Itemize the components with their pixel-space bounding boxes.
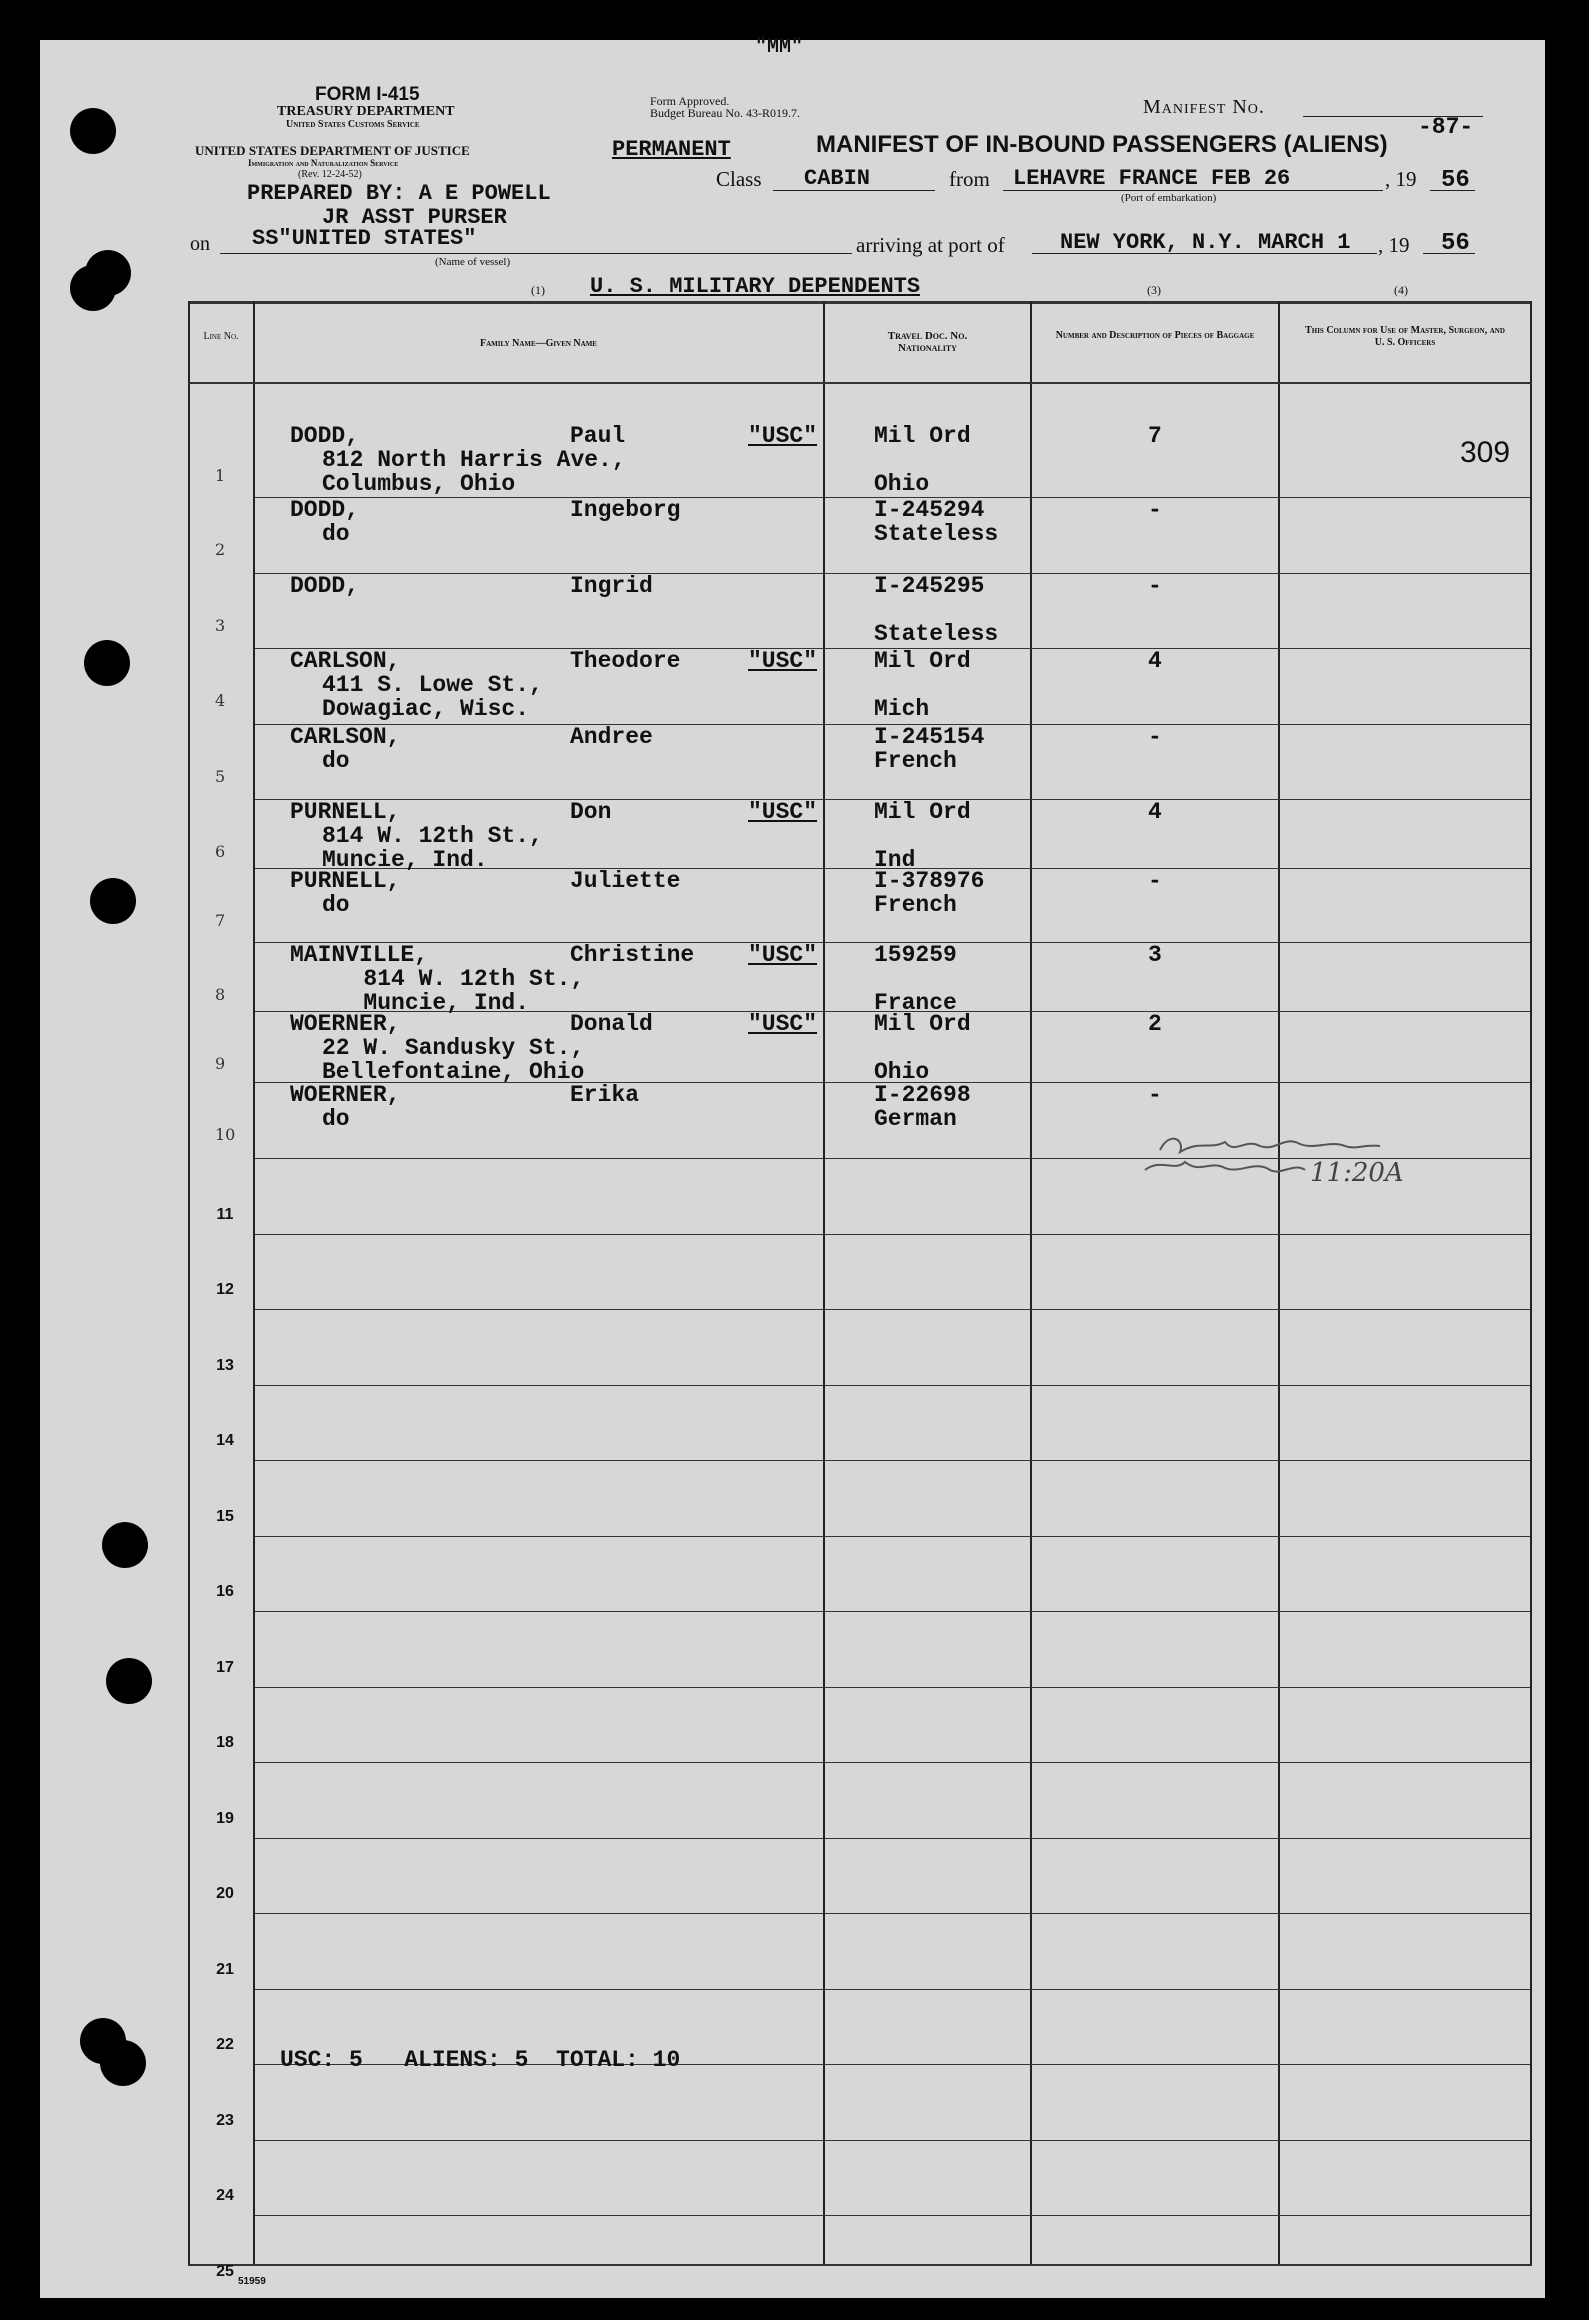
address-line: 812 North Harris Ave., bbox=[322, 447, 626, 473]
from-label: from bbox=[949, 167, 990, 191]
address-line: Bellefontaine, Ohio bbox=[322, 1059, 585, 1085]
address-line: do bbox=[322, 748, 350, 774]
line-number: 12 bbox=[216, 1281, 234, 1298]
travel-doc: Mil Ord bbox=[874, 648, 971, 674]
baggage-count: - bbox=[1148, 1082, 1162, 1108]
line-number: 21 bbox=[216, 1961, 234, 1978]
class-label: Class bbox=[716, 167, 762, 191]
travel-doc: Mich bbox=[874, 696, 930, 722]
budget-bureau: Budget Bureau No. 43-R019.7. bbox=[650, 106, 800, 120]
col-4-marker: (4) bbox=[1394, 283, 1408, 297]
address-line: do bbox=[322, 1106, 350, 1132]
baggage-count: 4 bbox=[1148, 799, 1162, 825]
line-number: 24 bbox=[216, 2187, 234, 2204]
header-line-no: Line No. bbox=[203, 331, 239, 342]
travel-doc: Stateless bbox=[874, 621, 999, 647]
form-number: FORM I-415 bbox=[315, 84, 420, 105]
baggage-count: 2 bbox=[1148, 1011, 1162, 1037]
prepared-by-2: JR ASST PURSER bbox=[322, 205, 507, 230]
travel-doc: 159259 bbox=[874, 942, 957, 968]
line-number: 13 bbox=[216, 1357, 234, 1374]
given-name: Don bbox=[570, 799, 612, 825]
line-number: 1 bbox=[215, 466, 226, 485]
line-number: 16 bbox=[216, 1583, 234, 1600]
line-number: 2 bbox=[215, 540, 226, 559]
punch-hole bbox=[100, 2040, 146, 2086]
usc-mark: "USC" bbox=[748, 1011, 818, 1037]
line-number: 9 bbox=[215, 1054, 226, 1073]
manifest-no: -87- bbox=[1418, 114, 1474, 140]
travel-doc: I-245295 bbox=[874, 573, 985, 599]
family-name: WOERNER, bbox=[290, 1011, 401, 1037]
family-name: MAINVILLE, bbox=[290, 942, 429, 968]
address-line: do bbox=[322, 521, 350, 547]
baggage-count: 3 bbox=[1148, 942, 1162, 968]
line-number: 23 bbox=[216, 2112, 234, 2129]
given-name: Erika bbox=[570, 1082, 640, 1108]
prepared-by-1: PREPARED BY: A E POWELL bbox=[247, 181, 551, 206]
address-line: 814 W. 12th St., bbox=[322, 966, 585, 992]
manifest-no-label: Manifest No. bbox=[1143, 96, 1265, 118]
baggage-count: - bbox=[1148, 497, 1162, 523]
given-name: Donald bbox=[570, 1011, 653, 1037]
family-name: DODD, bbox=[290, 423, 360, 449]
travel-doc: Ohio bbox=[874, 1059, 930, 1085]
baggage-count: 4 bbox=[1148, 648, 1162, 674]
line-number: 22 bbox=[216, 2036, 234, 2053]
col-1-marker: (1) bbox=[531, 283, 545, 297]
given-name: Juliette bbox=[570, 868, 681, 894]
family-name: PURNELL, bbox=[290, 868, 401, 894]
line-number: 18 bbox=[216, 1734, 234, 1751]
line-number: 3 bbox=[215, 616, 226, 635]
year-prefix-1: , 19 bbox=[1385, 167, 1417, 191]
travel-doc: I-378976 bbox=[874, 868, 985, 894]
travel-doc: Mil Ord bbox=[874, 423, 971, 449]
punch-hole bbox=[70, 108, 116, 154]
footer-code: 51959 bbox=[238, 2276, 266, 2287]
line-number: 11 bbox=[216, 1206, 234, 1223]
totals-line: USC: 5 ALIENS: 5 TOTAL: 10 bbox=[280, 2047, 681, 2073]
family-name: CARLSON, bbox=[290, 648, 401, 674]
line-number: 10 bbox=[215, 1125, 236, 1144]
line-number: 8 bbox=[215, 985, 226, 1004]
family-name: CARLSON, bbox=[290, 724, 401, 750]
vessel-name: SS"UNITED STATES" bbox=[252, 226, 477, 251]
address-line: Muncie, Ind. bbox=[322, 847, 488, 873]
travel-doc: I-245294 bbox=[874, 497, 985, 523]
family-name: PURNELL, bbox=[290, 799, 401, 825]
given-name: Theodore bbox=[570, 648, 681, 674]
family-name: DODD, bbox=[290, 573, 360, 599]
year-2: 56 bbox=[1441, 230, 1470, 257]
header-name: Family Name—Given Name bbox=[480, 338, 597, 349]
line-number: 17 bbox=[216, 1659, 234, 1676]
baggage-count: - bbox=[1148, 868, 1162, 894]
punch-hole bbox=[102, 1522, 148, 1568]
usc-mark: "USC" bbox=[748, 648, 818, 674]
header-travel: Travel Doc. No. Nationality bbox=[887, 330, 968, 354]
doj: UNITED STATES DEPARTMENT OF JUSTICE bbox=[195, 143, 470, 158]
baggage-count: - bbox=[1148, 573, 1162, 599]
given-name: Ingrid bbox=[570, 573, 653, 599]
stamp-time: 11:20A bbox=[1310, 1158, 1404, 1188]
given-name: Andree bbox=[570, 724, 653, 750]
class-value: CABIN bbox=[804, 166, 871, 191]
rev-date: (Rev. 12-24-52) bbox=[298, 169, 362, 180]
manifest-title: MANIFEST OF IN-BOUND PASSENGERS (ALIENS) bbox=[816, 131, 1388, 158]
family-name: WOERNER, bbox=[290, 1082, 401, 1108]
address-line: Columbus, Ohio bbox=[322, 471, 516, 497]
officer-note: 309 bbox=[1460, 436, 1511, 469]
line-number: 6 bbox=[215, 842, 226, 861]
permanent: PERMANENT bbox=[612, 137, 731, 162]
punch-hole bbox=[106, 1658, 152, 1704]
punch-hole bbox=[70, 265, 116, 311]
year-1: 56 bbox=[1441, 167, 1470, 194]
form-approved: Form Approved. bbox=[650, 94, 730, 108]
section-heading: U. S. MILITARY DEPENDENTS bbox=[590, 274, 921, 299]
line-number: 7 bbox=[215, 911, 226, 930]
line-number: 25 bbox=[216, 2263, 234, 2280]
baggage-count: - bbox=[1148, 724, 1162, 750]
manifest-page bbox=[40, 36, 1545, 2298]
usc-mark: "USC" bbox=[748, 423, 818, 449]
line-number: 19 bbox=[216, 1810, 234, 1827]
punch-hole bbox=[90, 878, 136, 924]
on-label: on bbox=[190, 233, 210, 255]
top-mark: "MM" bbox=[755, 36, 804, 59]
ins: Immigration and Naturalization Service bbox=[248, 158, 399, 168]
port-caption: (Port of embarkation) bbox=[1121, 192, 1217, 204]
address-line: 22 W. Sandusky St., bbox=[322, 1035, 585, 1061]
col-3-marker: (3) bbox=[1147, 283, 1161, 297]
address-line: do bbox=[322, 892, 350, 918]
given-name: Ingeborg bbox=[570, 497, 681, 523]
travel-doc: French bbox=[874, 748, 957, 774]
travel-doc: French bbox=[874, 892, 957, 918]
address-line: Muncie, Ind. bbox=[322, 990, 530, 1016]
vessel-caption: (Name of vessel) bbox=[435, 256, 511, 268]
arriving-value: NEW YORK, N.Y. MARCH 1 bbox=[1060, 230, 1351, 255]
year-prefix-2: , 19 bbox=[1378, 233, 1410, 257]
from-value: LEHAVRE FRANCE FEB 26 bbox=[1013, 166, 1291, 191]
travel-doc: Ind bbox=[874, 847, 916, 873]
travel-doc: I-245154 bbox=[874, 724, 985, 750]
treasury-dept: TREASURY DEPARTMENT bbox=[277, 104, 455, 119]
travel-doc: Mil Ord bbox=[874, 1011, 971, 1037]
given-name: Christine bbox=[570, 942, 695, 968]
header-officers: This Column for Use of Master, Surgeon, and U. S. Officers bbox=[1305, 325, 1505, 348]
address-line: 411 S. Lowe St., bbox=[322, 672, 543, 698]
address-line: 814 W. 12th St., bbox=[322, 823, 543, 849]
line-number: 4 bbox=[215, 691, 226, 710]
baggage-count: 7 bbox=[1148, 423, 1162, 449]
line-number: 15 bbox=[216, 1508, 234, 1525]
travel-doc: France bbox=[874, 990, 957, 1016]
line-number: 5 bbox=[215, 767, 226, 786]
customs-service: United States Customs Service bbox=[286, 119, 420, 130]
usc-mark: "USC" bbox=[748, 799, 818, 825]
line-number: 14 bbox=[216, 1432, 234, 1449]
travel-doc: German bbox=[874, 1106, 957, 1132]
punch-hole bbox=[84, 640, 130, 686]
travel-doc: Ohio bbox=[874, 471, 930, 497]
header-baggage: Number and Description of Pieces of Baggage bbox=[1055, 330, 1255, 341]
arriving-label: arriving at port of bbox=[856, 233, 1005, 257]
travel-doc: Mil Ord bbox=[874, 799, 971, 825]
travel-doc: I-22698 bbox=[874, 1082, 971, 1108]
given-name: Paul bbox=[570, 423, 626, 449]
line-number: 20 bbox=[216, 1885, 234, 1902]
address-line: Dowagiac, Wisc. bbox=[322, 696, 530, 722]
travel-doc: Stateless bbox=[874, 521, 999, 547]
family-name: DODD, bbox=[290, 497, 360, 523]
usc-mark: "USC" bbox=[748, 942, 818, 968]
